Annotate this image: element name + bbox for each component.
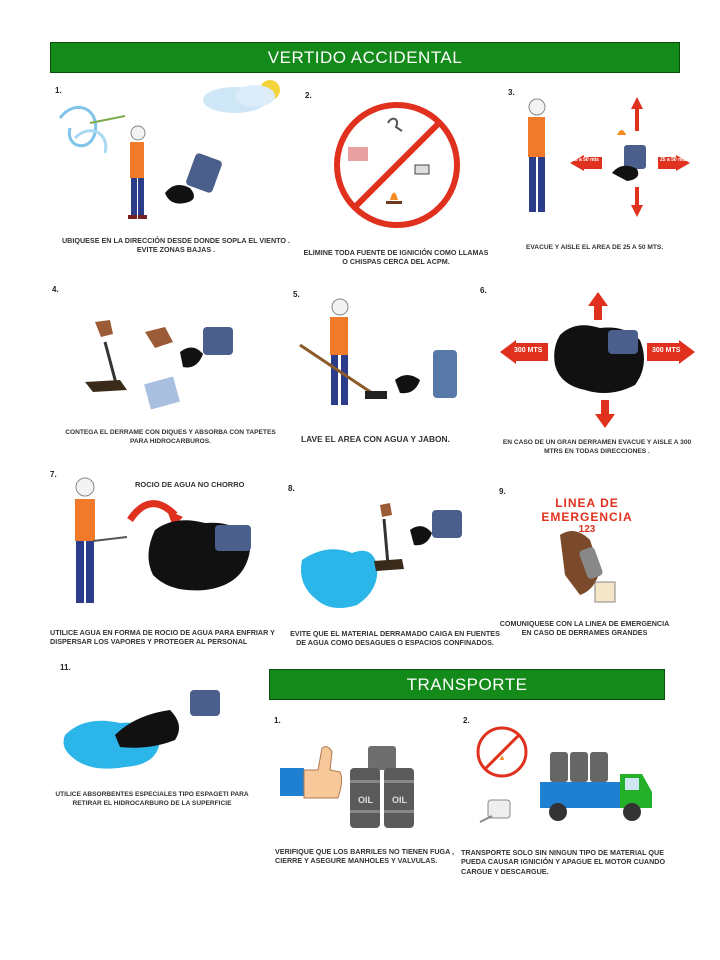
transport-section-title: TRANSPORTE bbox=[406, 674, 528, 694]
barrel-label-right: OIL bbox=[392, 795, 407, 805]
step-5-caption: LAVE EL AREA CON AGUA Y JABON. bbox=[301, 434, 450, 444]
transport-2-illustration bbox=[470, 722, 665, 837]
worker-figure bbox=[128, 126, 147, 219]
step-6-distance-right: 300 MTS bbox=[652, 347, 681, 354]
step-6-illustration bbox=[500, 290, 695, 430]
step-6-distance-left: 300 MTS bbox=[514, 347, 543, 354]
leaking-barrel-icon bbox=[410, 510, 462, 545]
step-7-caption: UTILICE AGUA EN FORMA DE ROCIO DE AGUA PARA ENFRIAR Y DISPERSAR LOS VAPORES Y PROTEGER AL PERSONAL bbox=[50, 628, 275, 647]
step-4-caption: CONTEGA EL DERRAME CON DIQUES Y ABSORBA CON TAPETES PARA HIDROCARBUROS. bbox=[65, 429, 276, 445]
step-9-caption: COMUNIQUESE CON LA LINEA DE EMERGENCIA EN CASO DE DERRAMES GRANDES bbox=[499, 619, 670, 638]
thumbs-up-icon bbox=[280, 747, 342, 798]
no-ignition-sign-icon bbox=[478, 728, 526, 776]
step-4-illustration bbox=[75, 312, 245, 417]
step-3-distance-right: 25 a 50 mts bbox=[660, 157, 687, 163]
leaking-barrel-icon bbox=[165, 152, 223, 203]
step-2-caption: ELIMINE TODA FUENTE DE IGNICIÓN COMO LLAMAS O CHISPAS CERCA DEL ACPM. bbox=[303, 248, 489, 267]
step-3-caption: EVACUE Y AISLE EL AREA DE 25 A 50 MTS. bbox=[526, 244, 664, 251]
step-6-number: 6. bbox=[480, 286, 487, 295]
step-8-caption: EVITE QUE EL MATERIAL DERRAMADO CAIGA EN FUENTES DE AGUA COMO DESAGUES O ESPACIOS CONFINADOS. bbox=[290, 629, 500, 648]
step-1-illustration bbox=[50, 78, 290, 233]
step-1-caption: UBIQUESE EN LA DIRECCIÓN DESDE DONDE SOPLA EL VIENTO . EVITE ZONAS BAJAS . bbox=[61, 236, 291, 255]
step-5-number: 5. bbox=[293, 290, 300, 299]
step-2-illustration bbox=[330, 95, 465, 235]
absorbent-spill-icon bbox=[64, 690, 220, 769]
step-7-illustration bbox=[55, 475, 265, 615]
step-3-number: 3. bbox=[508, 88, 515, 97]
step-5-illustration bbox=[295, 295, 480, 420]
leaking-barrel-icon bbox=[612, 130, 646, 181]
key-ignition-icon bbox=[480, 800, 510, 822]
worker-mopping-figure bbox=[300, 299, 387, 405]
cloud-sun-icon bbox=[203, 80, 280, 113]
transport-2-number: 2. bbox=[463, 716, 470, 725]
step-3-distance-left: 25 a 50 mts bbox=[572, 157, 599, 163]
step-2-number: 2. bbox=[305, 91, 312, 100]
phone-hand-icon bbox=[560, 531, 615, 602]
spill-section-banner bbox=[50, 42, 680, 73]
oil-barrels-icon bbox=[350, 746, 414, 828]
wind-swirl-icon bbox=[60, 107, 125, 153]
step-7-label: ROCIO DE AGUA NO CHORRO bbox=[135, 480, 245, 489]
transport-section-banner bbox=[269, 669, 665, 700]
leaking-barrel-icon bbox=[395, 350, 457, 398]
step-11-illustration bbox=[60, 685, 235, 775]
transport-1-caption: VERIFIQUE QUE LOS BARRILES NO TIENEN FUGA , CIERRE Y ASEGURE MANHOLES Y VALVULAS. bbox=[275, 847, 455, 866]
step-7-number: 7. bbox=[50, 470, 57, 479]
step-4-number: 4. bbox=[52, 285, 59, 294]
emergency-line-title: LINEA DE EMERGENCIA bbox=[541, 496, 633, 524]
step-8-illustration bbox=[292, 495, 482, 620]
step-8-number: 8. bbox=[288, 484, 295, 493]
truck-icon bbox=[540, 752, 652, 821]
water-puddle-icon bbox=[301, 549, 377, 608]
absorbent-pad-icon bbox=[144, 377, 180, 410]
leaking-barrel-icon bbox=[180, 327, 233, 367]
step-11-number: 11. bbox=[60, 663, 71, 672]
no-ignition-sign-icon bbox=[337, 105, 457, 225]
transport-2-caption: TRANSPORTE SOLO SIN NINGUN TIPO DE MATERIAL QUE PUEDA CAUSAR IGNICIÓN Y APAGUE EL MOTOR CUANDO CARGUE Y DESCARGUE. bbox=[461, 848, 666, 876]
spill-section-title: VERTIDO ACCIDENTAL bbox=[267, 47, 463, 67]
step-1-number: 1. bbox=[55, 86, 62, 95]
barrel-label-left: OIL bbox=[358, 795, 373, 805]
transport-1-number: 1. bbox=[274, 716, 281, 725]
emergency-line-number: 123 bbox=[578, 524, 596, 535]
emergency-line-sign bbox=[512, 496, 662, 535]
step-11-caption: UTILICE ABSORBENTES ESPECIALES TIPO ESPAGETI PARA RETIRAR EL HIDROCARBURO DE LA SUPERFICIE bbox=[55, 791, 249, 807]
transport-1-illustration bbox=[280, 740, 440, 835]
step-6-caption: EN CASO DE UN GRAN DERRAMEN EVACUE Y AISLE A 300 MTRS EN TODAS DIRECCIONES . bbox=[502, 439, 692, 455]
large-oil-spill-icon bbox=[148, 520, 251, 590]
worker-spraying-figure bbox=[75, 478, 127, 603]
step-9-number: 9. bbox=[499, 487, 506, 496]
large-oil-spill-icon bbox=[554, 325, 644, 393]
worker-figure bbox=[528, 99, 545, 212]
dike-shovel-icon bbox=[374, 503, 404, 571]
